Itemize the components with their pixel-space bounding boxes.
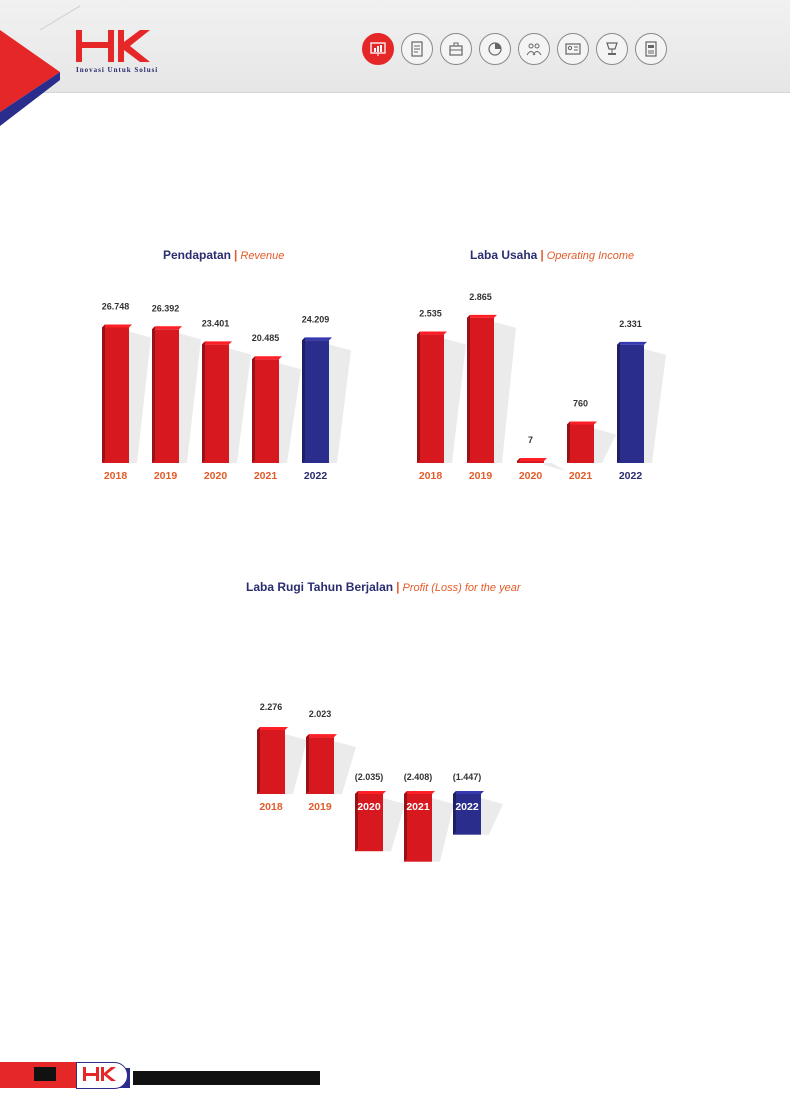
page-header xyxy=(0,0,790,93)
year-label: 2020 xyxy=(203,470,228,482)
value-label: 23.401 xyxy=(201,318,230,329)
profit-chart xyxy=(245,690,505,880)
bar-2021 xyxy=(567,421,616,463)
value-label: 2.276 xyxy=(259,702,283,712)
value-label: 20.485 xyxy=(251,333,280,344)
value-label: 2.535 xyxy=(419,308,442,319)
value-label: (2.035) xyxy=(354,772,384,782)
bar-2018 xyxy=(417,332,466,463)
operating-title-id: Laba Usaha xyxy=(470,248,538,262)
bar-2018 xyxy=(257,727,307,794)
value-label: 24.209 xyxy=(301,314,330,325)
year-label: 2019 xyxy=(153,470,178,482)
hk-logo xyxy=(74,28,154,64)
bar-2022 xyxy=(617,342,666,463)
value-label: 760 xyxy=(572,398,589,409)
year-label: 2018 xyxy=(103,470,128,482)
bar-2022 xyxy=(302,337,351,463)
year-label: 2019 xyxy=(308,801,332,813)
year-label: 2022 xyxy=(618,470,643,482)
year-label: 2020 xyxy=(518,470,543,482)
bar-2019 xyxy=(467,315,516,463)
bar-2021 xyxy=(252,356,301,463)
value-label: 26.392 xyxy=(151,303,180,314)
value-label: 2.865 xyxy=(469,291,492,302)
nav-pie-chart-icon[interactable] xyxy=(479,33,511,65)
year-label: 2021 xyxy=(568,470,593,482)
revenue-title-en: Revenue xyxy=(240,250,285,262)
year-label: 2019 xyxy=(468,470,493,482)
revenue-chart-title: Pendapatan | Revenue xyxy=(163,248,285,262)
profit-chart-title: Laba Rugi Tahun Berjalan | Profit (Loss) for the year xyxy=(246,580,521,594)
revenue-title-id: Pendapatan xyxy=(163,248,232,262)
corner-decoration xyxy=(0,0,80,130)
nav-award-icon[interactable] xyxy=(596,33,628,65)
nav-briefcase-icon[interactable] xyxy=(440,33,472,65)
year-label: 2021 xyxy=(253,470,278,482)
bar-2018 xyxy=(102,324,151,463)
nav-financial-highlights-icon[interactable] xyxy=(362,33,394,65)
nav-document-icon[interactable] xyxy=(635,33,667,65)
value-label: 7 xyxy=(527,435,534,445)
year-label: 2022 xyxy=(303,470,328,482)
nav-people-icon[interactable] xyxy=(518,33,550,65)
profit-title-en: Profit (Loss) for the year xyxy=(402,582,521,594)
year-label: 2021 xyxy=(406,801,430,813)
profit-title-id: Laba Rugi Tahun Berjalan xyxy=(246,580,394,594)
footer-logo xyxy=(76,1062,128,1089)
value-label: (2.408) xyxy=(403,772,433,782)
footer-title-bar xyxy=(133,1071,320,1085)
year-label: 2018 xyxy=(259,801,283,813)
bar-2019 xyxy=(152,326,201,463)
operating-chart xyxy=(405,280,665,495)
page-number-box xyxy=(34,1067,56,1081)
year-label: 2018 xyxy=(418,470,443,482)
value-label: 2.023 xyxy=(308,709,332,720)
logo-tagline: Inovasi Untuk Solusi xyxy=(76,66,159,74)
nav-report-icon[interactable] xyxy=(401,33,433,65)
year-label: 2022 xyxy=(455,801,479,813)
nav-profile-card-icon[interactable] xyxy=(557,33,589,65)
value-label: (1.447) xyxy=(452,772,482,782)
value-label: 26.748 xyxy=(101,301,130,312)
operating-chart-title: Laba Usaha | Operating Income xyxy=(470,248,635,262)
section-nav xyxy=(362,33,667,65)
bar-2020 xyxy=(202,341,251,463)
year-label: 2020 xyxy=(357,801,381,813)
value-label: 2.331 xyxy=(619,318,642,329)
operating-title-en: Operating Income xyxy=(546,250,635,262)
revenue-chart xyxy=(90,280,350,495)
bar-2019 xyxy=(306,734,356,794)
